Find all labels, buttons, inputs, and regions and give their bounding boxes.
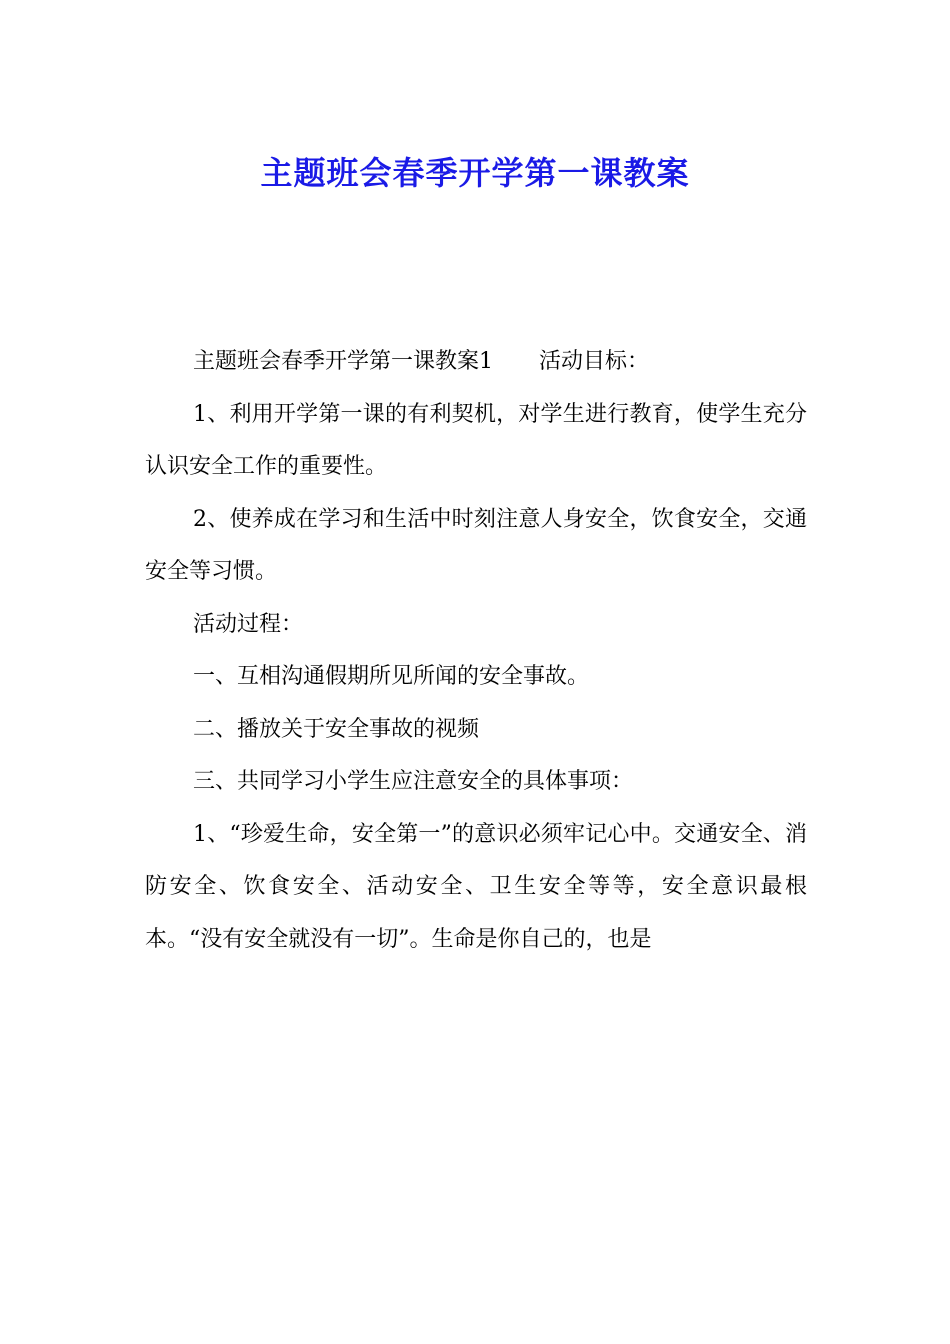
- paragraph-process-label: 活动过程：: [193, 611, 304, 637]
- paragraph-step-3: 三、共同学习小学生应注意安全的具体事项：: [193, 769, 634, 794]
- document-title: 主题班会春季开学第一课教案: [260, 154, 690, 193]
- section-heading: 主题班会春季开学第一课教案1: [193, 349, 493, 374]
- section-heading-line: [145, 336, 807, 389]
- paragraph-step-2: 二、播放关于安全事故的视频: [193, 716, 480, 742]
- paragraph-objective-2: 2、使养成在学习和生活中时刻注意人身安全，饮食安全，交通安全等习惯。: [145, 506, 807, 584]
- paragraph-objective-1: 1、利用开学第一课的有利契机，对学生进行教育，使学生充分认识安全工作的重要性。: [145, 401, 807, 479]
- paragraph-safety-item-1: 1、“珍爱生命，安全第一”的意识必须牢记心中。交通安全、消防安全、饮食安全、活动安全、卫生安全等等，安全意识最根本。“没有安全就没有一切”。生命是你自己的，也是: [145, 821, 807, 952]
- objectives-label: 活动目标：: [539, 349, 650, 374]
- document-body: [145, 336, 807, 966]
- paragraph-step-1: 一、互相沟通假期所见所闻的安全事故。: [193, 664, 590, 689]
